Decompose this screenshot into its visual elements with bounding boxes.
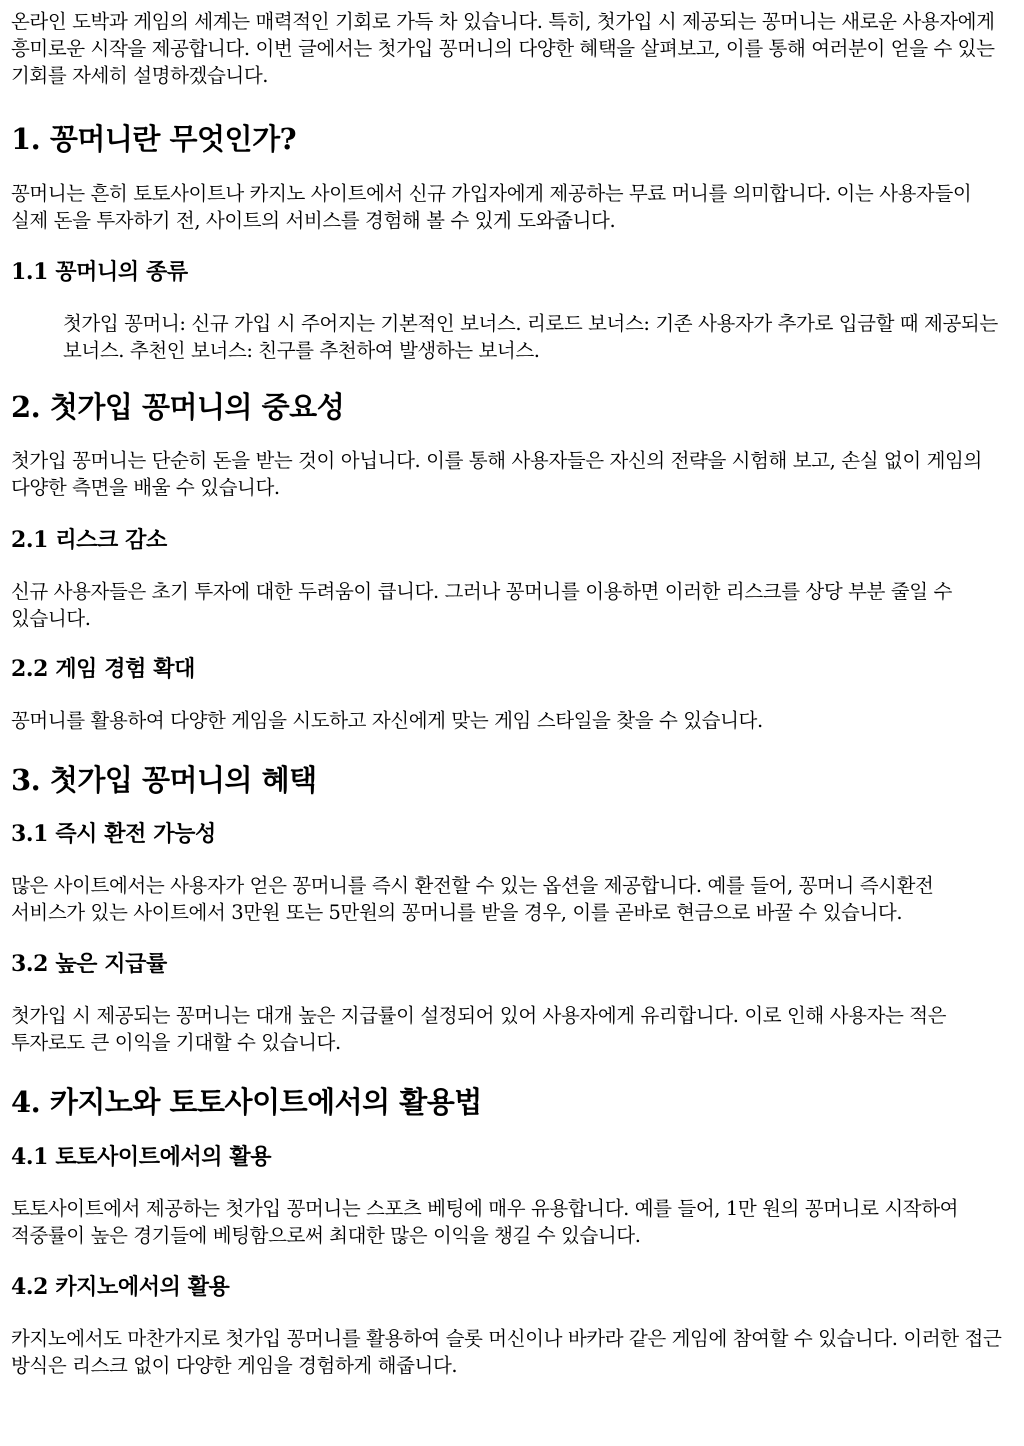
section-2-body: 첫가입 꽁머니는 단순히 돈을 받는 것이 아닙니다. 이를 통해 사용자들은 자신의 전략을 시험해 보고, 손실 없이 게임의 다양한 측면을 배울 수 있습니다. (11, 449, 982, 499)
intro-paragraph: 온라인 도박과 게임의 세계는 매력적인 기회로 가득 차 있습니다. 특히, 첫가입 시 제공되는 꽁머니는 새로운 사용자에게 흥미로운 시작을 제공합니다. 이번 글에서는 첫가입 꽁머니의 다양한 혜택을 살펴보고, 이를 통해 여러분이 얻을 수 있는 기회를 자세히 설명하겠습니다. (11, 10, 995, 87)
section-1-body: 꽁머니는 흔히 토토사이트나 카지노 사이트에서 신규 가입자에게 제공하는 무료 머니를 의미합니다. 이는 사용자들이 실제 돈을 투자하기 전, 사이트의 서비스를 경험해 볼 수 있게 도와줍니다. (11, 182, 972, 232)
section-1-heading: 1. 꽁머니란 무엇인가? (11, 122, 297, 156)
subsection-4-2-body: 카지노에서도 마찬가지로 첫가입 꽁머니를 활용하여 슬롯 머신이나 바카라 같은 게임에 참여할 수 있습니다. 이러한 접근 방식은 리스크 없이 다양한 게임을 경험하게 해줍니다. (11, 1327, 1002, 1377)
subsection-3-1-body: 많은 사이트에서는 사용자가 얻은 꽁머니를 즉시 환전할 수 있는 옵션을 제공합니다. 예를 들어, 꽁머니 즉시환전 서비스가 있는 사이트에서 3만원 또는 5만원의 꽁머니를 받을 경우, 이를 곧바로 현금으로 바꿀 수 있습니다. (11, 874, 934, 924)
section-2-heading: 2. 첫가입 꽁머니의 중요성 (11, 390, 345, 424)
subsection-2-2-heading: 2.2 게임 경험 확대 (11, 656, 195, 682)
section-4-heading: 4. 카지노와 토토사이트에서의 활용법 (11, 1085, 482, 1119)
subsection-2-1-heading: 2.1 리스크 감소 (11, 527, 167, 553)
subsection-2-2-body: 꽁머니를 활용하여 다양한 게임을 시도하고 자신에게 맞는 게임 스타일을 찾을 수 있습니다. (11, 709, 763, 732)
subsection-4-1-body: 토토사이트에서 제공하는 첫가입 꽁머니는 스포츠 베팅에 매우 유용합니다. 예를 들어, 1만 원의 꽁머니로 시작하여 적중률이 높은 경기들에 베팅함으로써 최대한 많은 이익을 챙길 수 있습니다. (11, 1197, 959, 1247)
subsection-3-2-body: 첫가입 시 제공되는 꽁머니는 대개 높은 지급률이 설정되어 있어 사용자에게 유리합니다. 이로 인해 사용자는 적은 투자로도 큰 이익을 기대할 수 있습니다. (11, 1004, 947, 1054)
subsection-1-1-heading: 1.1 꽁머니의 종류 (11, 259, 188, 285)
subsection-4-1-heading: 4.1 토토사이트에서의 활용 (11, 1144, 272, 1170)
subsection-1-1-body: 첫가입 꽁머니: 신규 가입 시 주어지는 기본적인 보너스. 리로드 보너스: 기존 사용자가 추가로 입금할 때 제공되는 보너스. 추천인 보너스: 친구를 추천하여 발생하는 보너스. (63, 312, 998, 362)
section-3-heading: 3. 첫가입 꽁머니의 혜택 (11, 763, 317, 797)
subsection-3-1-heading: 3.1 즉시 환전 가능성 (11, 821, 216, 847)
subsection-4-2-heading: 4.2 카지노에서의 활용 (11, 1274, 230, 1300)
subsection-3-2-heading: 3.2 높은 지급률 (11, 951, 167, 977)
subsection-2-1-body: 신규 사용자들은 초기 투자에 대한 두려움이 큽니다. 그러나 꽁머니를 이용하면 이러한 리스크를 상당 부분 줄일 수 있습니다. (11, 580, 952, 630)
